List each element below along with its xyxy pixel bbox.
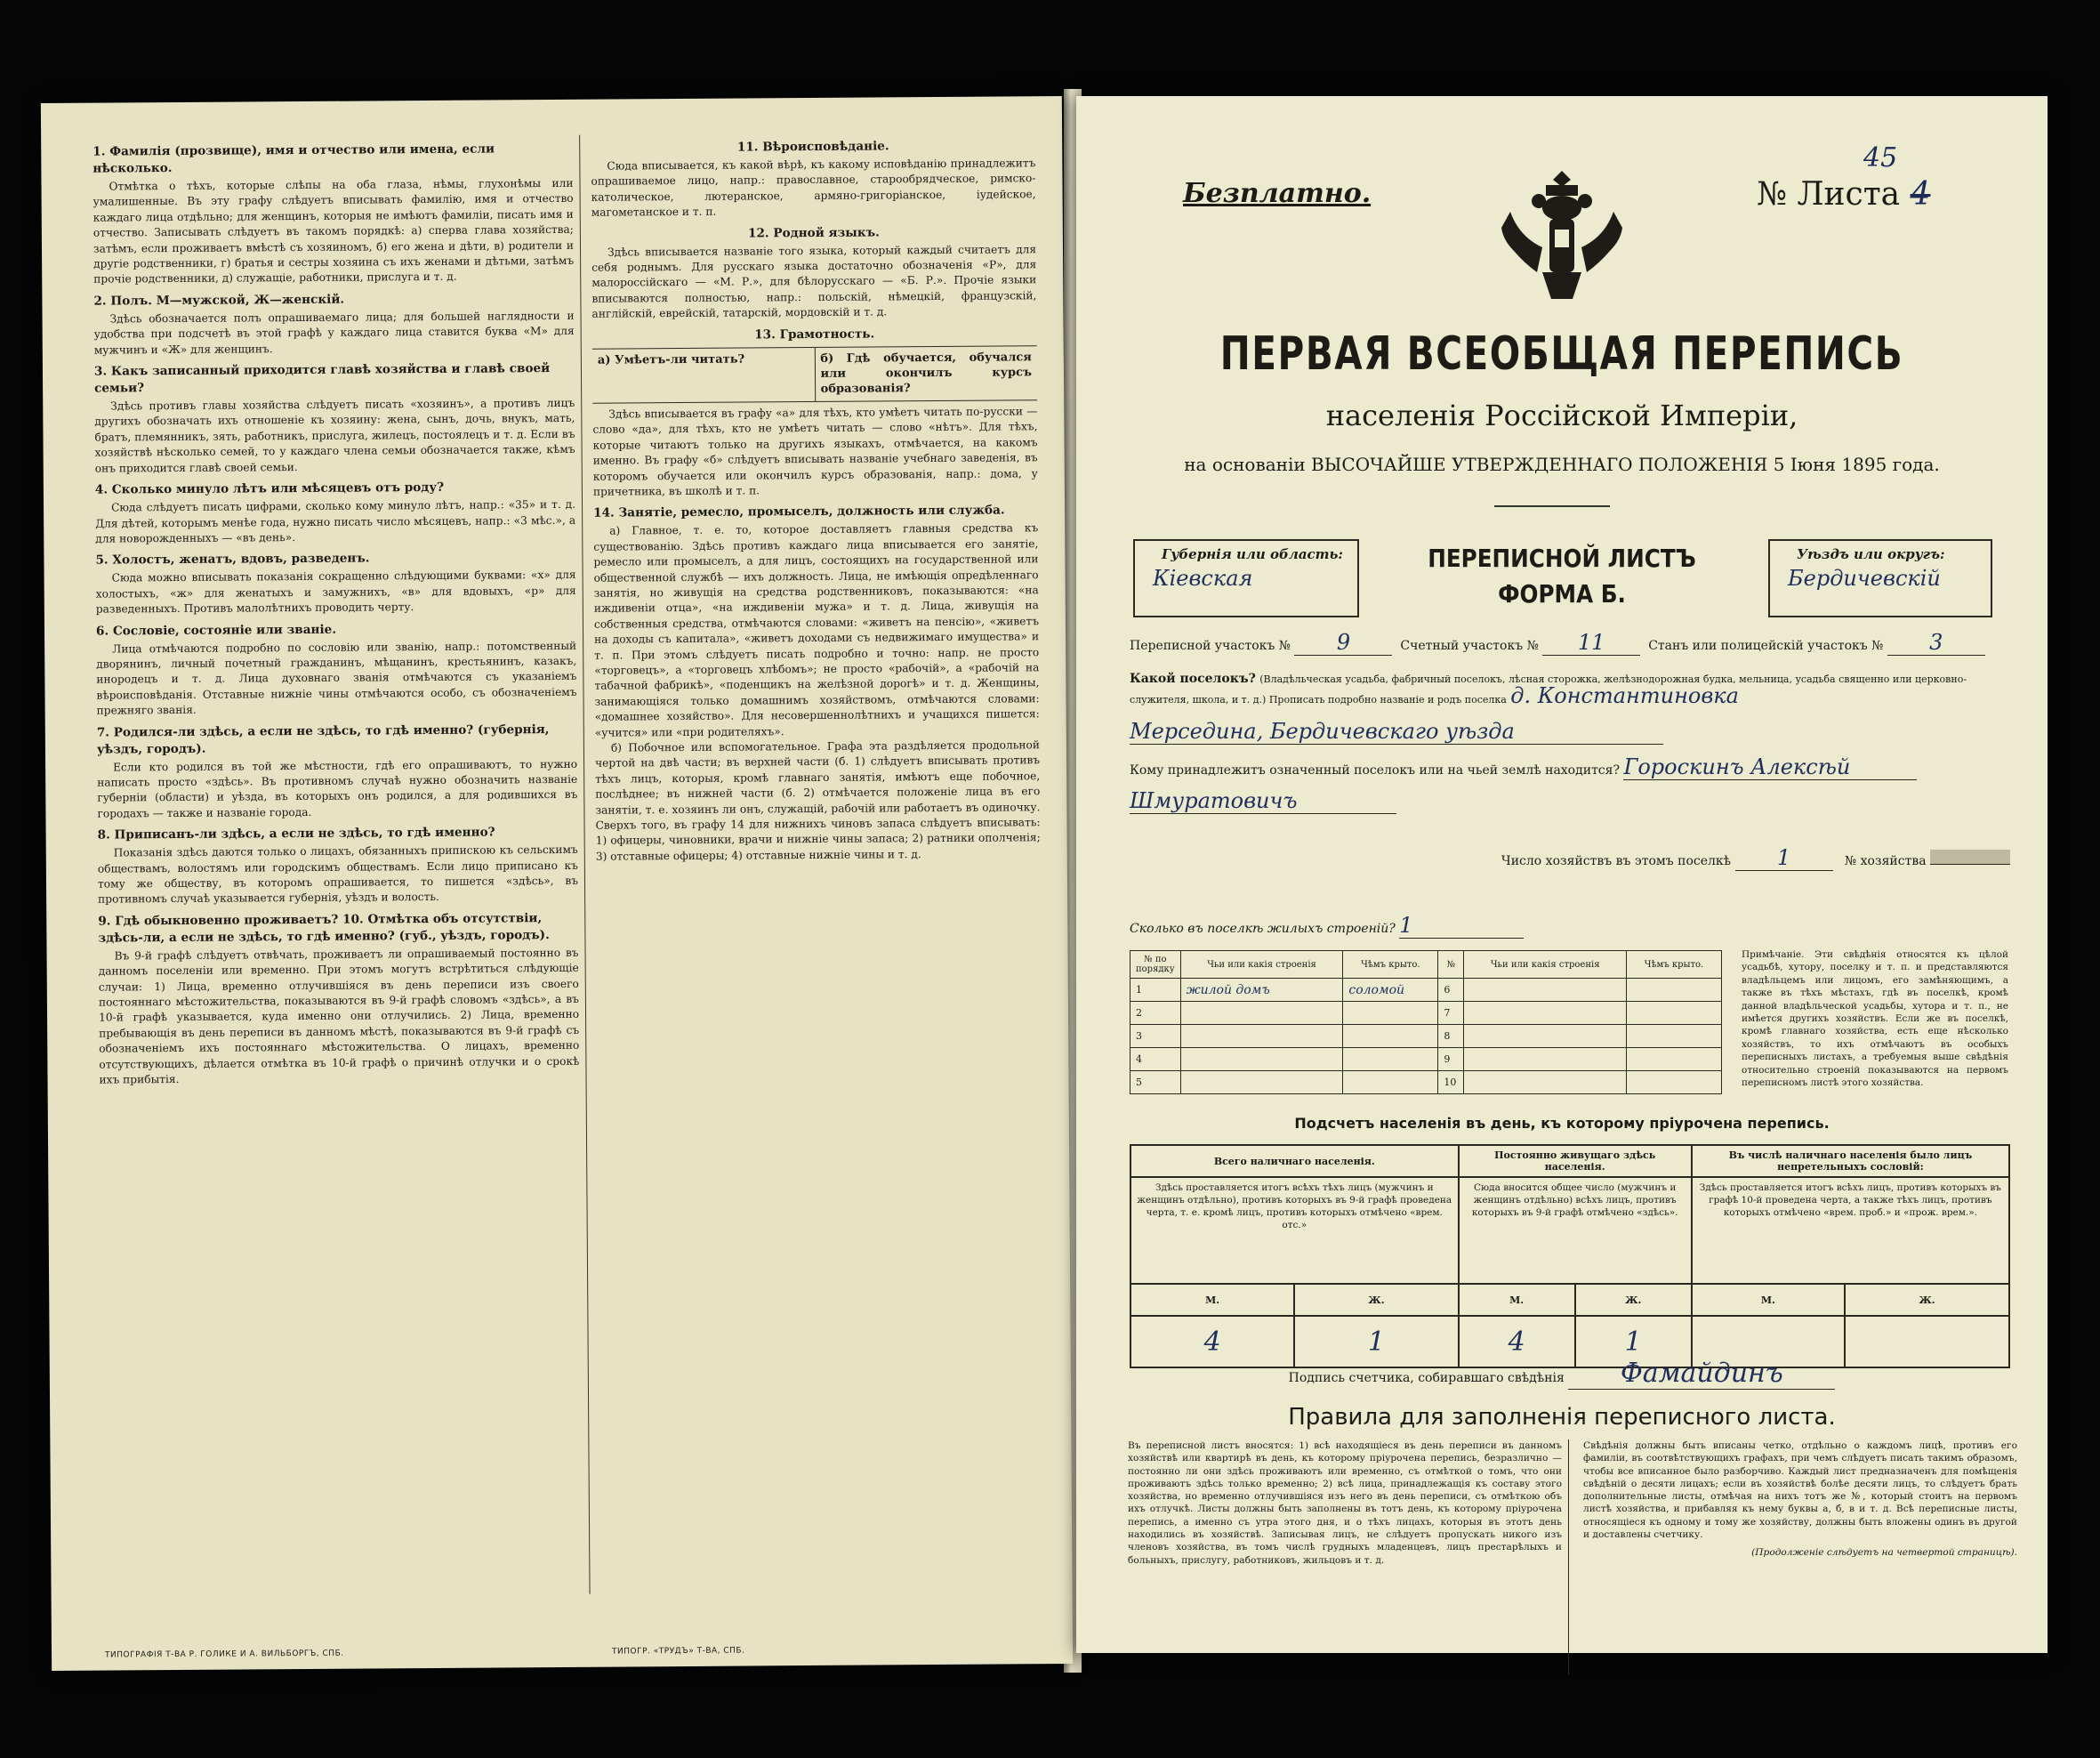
row-number: 5 [1130, 1071, 1181, 1094]
section-heading: 7. Родился-ли здѣсь, а если не здѣсь, то гдѣ именно? (губернія, уѣздъ, городъ). [96, 722, 550, 757]
row-number: 10 [1438, 1071, 1464, 1094]
buildings-label: Сколько въ поселкѣ жилыхъ строеній? [1130, 922, 1396, 936]
section-text: Здѣсь вписывается названіе того языка, который каждый считаетъ для себя роднымъ. Для русскаго языка достаточно обозначенія «Р», для малороссійскаго — «М. Р.», для бѣлорусскаго — «Б. Р.». Прочіе языки вписываются полностью, напр.: польскій, нѣмецкій, французскій, англійскій, еврейскій, татарскій, мордовскій и т. д. [591, 242, 1037, 320]
building-cell[interactable] [1464, 1002, 1627, 1025]
count-col-description: Здѣсь проставляется итогъ всѣхъ тѣхъ лицъ (мужчинъ и женщинъ отдѣльно), противъ которыхъ въ 9-й графѣ проведена черта, т. е. кромѣ лицъ, противъ которыхъ отмѣчено «врем. отс.» [1130, 1177, 1459, 1284]
section-heading: 4. Сколько минуло лѣтъ или мѣсяцевъ отъ роду? [94, 480, 445, 497]
count-header-row [1130, 1145, 2009, 1177]
col-header: № [1438, 951, 1464, 979]
row-number: 4 [1130, 1048, 1181, 1071]
roof-cell[interactable] [1627, 1048, 1722, 1071]
census-form-page [1076, 96, 2048, 1653]
settlement-row [1130, 671, 2010, 708]
section-text: Здѣсь обозначается полъ опрашиваемаго лица; для большей наглядности и удобства при подсчетѣ въ этой графѣ у каждаго лица ставится буква «М» для мужчинъ и «Ж» для женщинъ. [93, 309, 575, 357]
rules-text-right [1583, 1439, 2017, 1560]
male-header: М. [1130, 1284, 1294, 1316]
section-text: Сюда вписывается, къ какой вѣрѣ, къ какому исповѣданію принадлежитъ опрашиваемое лицо, напр.: православное, старообрядческое, римско-католическое, лютеранское, армяно-григоріанское, іудейское, магометанское и т. п. [591, 157, 1036, 219]
row-number: 9 [1438, 1048, 1464, 1071]
roof-cell[interactable] [1627, 1071, 1722, 1094]
count-col-header: Въ числѣ наличнаго населенія было лицъ непретельныхъ сословій: [1692, 1145, 2009, 1177]
form-title-line1: ПЕРЕПИСНОЙ ЛИСТЪ [1428, 544, 1696, 573]
table-row [1130, 1002, 1722, 1025]
count-col-header: Постоянно живущаго здѣсь населенія. [1459, 1145, 1692, 1177]
building-cell[interactable] [1464, 1025, 1627, 1048]
uezd-label: Уѣздъ или округъ: [1797, 546, 1945, 562]
section-text: б) Побочное или вспомогательное. Графа эта раздѣляется продольной чертой на двѣ части; въ верхней части (б. 1) слѣдуетъ вписывать противъ тѣхъ лицъ, которыя, кромѣ главнаго занятія, имѣютъ еще побочное, послѣднее; въ нижней части (б. 2) отмѣчается положеніе лица въ его занятіи, т. е. хозяинъ ли онъ, служащій, рабочій или работаетъ въ одиночку. Сверхъ того, въ графу 14 для нижнихъ чиновъ запаса слѣдуетъ вписывать: 1) офицеры, чиновники, врачи и нижніе чины запаса; 2) ратники ополченія; 3) отставные офицеры; 4) отставные нижніе чины и т. д. [595, 738, 1041, 863]
population-count-title: Подсчетъ населенія въ день, къ которому пріурочена перепись. [1294, 1115, 1830, 1132]
section-heading: 3. Какъ записанный приходится главѣ хозяйства и главѣ своей семьи? [93, 361, 551, 396]
building-cell[interactable] [1464, 979, 1627, 1002]
gubernia-field[interactable]: Кіевская [1153, 566, 1253, 591]
settlement-field-2[interactable]: Мерседина, Бердичевскаго уѣзда [1130, 719, 1663, 745]
buildings-field[interactable]: 1 [1399, 913, 1524, 939]
rules-continued-note: (Продолженіе слѣдуетъ на четвертой страницѣ). [1751, 1547, 2017, 1559]
households-field[interactable]: 1 [1735, 845, 1833, 871]
rules-divider [1568, 1439, 1569, 1675]
page-title: ПЕРВАЯ ВСЕОБЩАЯ ПЕРЕПИСЬ [1219, 327, 1904, 381]
building-cell[interactable] [1180, 1048, 1343, 1071]
female-header: Ж. [1845, 1284, 2009, 1316]
male-header: М. [1692, 1284, 1845, 1316]
building-cell[interactable] [1180, 1002, 1343, 1025]
section-heading: 11. Вѣроисповѣданіе. [736, 139, 889, 155]
section-heading: 2. Полъ. М—мужской, Ж—женскій. [93, 292, 345, 309]
building-cell[interactable]: жилой домъ [1180, 979, 1343, 1002]
rules-text-right-body: Свѣдѣнія должны быть вписаны четко, отдѣльно о каждомъ лицѣ, противъ его фамиліи, въ соотвѣтствующихъ графахъ, при чемъ слѣдуетъ писать такимъ образомъ, чтобы все вписанное было разборчиво. Каждый лист предназначенъ для помѣщенія свѣдѣній о десяти лицахъ; если въ хозяйствѣ болѣе десяти лицъ, то слѣдуетъ брать дополнительные листы, отмѣчая на нихъ тотъ же №, который стоитъ на первомъ листѣ хозяйства, и прибавляя къ нему буквы а, б, в и т. д. Всѣ переписные листы, относящіеся къ одному и тому же хозяйству, должны быть вложены одинъ въ другой и доставлены счетчику. [1583, 1440, 2017, 1541]
present-female-field[interactable]: 1 [1294, 1316, 1458, 1367]
row-number: 1 [1130, 979, 1181, 1002]
table-row [1130, 1025, 1722, 1048]
section-text: Лица отмѣчаются подробно по сословію или званію, напр.: потомственный дворянинъ, личный почетный гражданинъ, мѣщанинъ, крестьянинъ, казакъ, инородецъ и т. д. Лица духовнаго званія отмѣчаются съ указаніемъ вѣроисповѣданія. Отставные нижніе чины отмѣчаются особо, съ обозначеніемъ прежняго званія. [96, 639, 577, 717]
section-text: Сюда слѣдуетъ писать цифрами, сколько кому минуло лѣтъ, напр.: «35» и т. д. Для дѣтей, которымъ менѣе года, нужно писать число мѣсяцевъ, напр.: «3 мѣс.», а для новорожденныхъ — «въ день». [95, 497, 576, 545]
household-number-field[interactable] [1930, 850, 2010, 865]
signature-field[interactable]: Фамайдинъ [1568, 1358, 1835, 1390]
stan-label: Станъ или полицейскій участокъ № [1648, 639, 1884, 653]
settlement-note: (Владѣльческая усадьба, фабричный поселокъ, лѣсная сторожка, желѣзнодорожная будка, мельница, усадьба священно или церковно-служителя, школа, и т. д.) Прописать подробно названіе и родъ поселка [1130, 673, 1967, 706]
table-row [1130, 979, 1722, 1002]
section-heading: 1. Фамилія (прозвище), имя и отчество или имена, если нѣсколько. [93, 141, 495, 176]
settlement-field-1[interactable]: д. Константиновка [1510, 683, 1739, 708]
building-cell[interactable] [1464, 1048, 1627, 1071]
section-text: Здѣсь противъ главы хозяйства слѣдуетъ писать «хозяинъ», а противъ лицъ другихъ обозначать ихъ отношеніе къ хозяину: жена, сынъ, дочь, внукъ, мать, братъ, племянникъ, зять, работникъ, прислуга, жилецъ, постоялецъ и т. д. Если въ хозяйствѣ нѣсколько семей, то у каждаго члена семьи обозначается также, кѣмъ онъ приходится главѣ своей семьи. [94, 396, 575, 475]
literacy-subheadings [592, 345, 1037, 404]
buildings-table-header [1130, 951, 1722, 979]
row-number: 8 [1438, 1025, 1464, 1048]
building-cell[interactable] [1464, 1071, 1627, 1094]
section-heading: 12. Родной языкъ. [747, 225, 880, 241]
rules-title: Правила для заполненія переписного листа. [1288, 1404, 1836, 1431]
section-heading: 14. Занятіе, ремесло, промыселъ, должность или служба. [593, 503, 1005, 521]
col-header: Чѣмъ крыто. [1627, 951, 1722, 979]
roof-cell[interactable]: соломой [1343, 979, 1438, 1002]
building-cell[interactable] [1180, 1071, 1343, 1094]
schet-field[interactable]: 11 [1542, 630, 1640, 656]
uezd-box [1768, 539, 1992, 617]
roof-cell[interactable] [1343, 1002, 1438, 1025]
buildings-note: Примѣчаніе. Эти свѣдѣнія относятся къ цѣлой усадьбѣ, хутору, поселку и т. п. и представляются владѣльцемъ или лицомъ, его замѣняющимъ, а также въ тѣхъ мѣстахъ, гдѣ въ поселкѣ, кромѣ данной владѣльческой усадьбы, хутора и т. п., не имѣется другихъ хозяйствъ. Если же въ поселкѣ, кромѣ главнаго хозяйства, есть еще нѣсколько хозяйствъ, то ихъ отмѣчаютъ въ особыхъ переписныхъ листахъ, а требуемыя выше свѣдѣнія относительно строеній показываются на первомъ переписномъ листѣ этого хозяйства. [1742, 949, 2008, 1089]
roof-cell[interactable] [1343, 1048, 1438, 1071]
section-text: а) Главное, т. е. то, которое доставляетъ главныя средства къ существованію. Здѣсь противъ каждаго лица вписывается его занятіе, ремесло или промыселъ, а для лицъ, состоящихъ на государственной или общественной службѣ — ихъ должность. Лица, не имѣющія опредѣленнаго занятія, но живущія на средства родственниковъ, показываются: «на иждивеніи отца», «на иждивеніи мужа» и т. д. Лица, живущія на собственныя средства, отмѣчаются словами: «живетъ на пенсію», «живетъ на доходы съ капитала», «живетъ доходами съ недвижимаго имущества» и т. п. При этомъ слѣдуетъ писать подробно и точно: напр. не просто «торговецъ», а «торговецъ хлѣбомъ»; не просто «рабочій», а «рабочій на табачной фабрикѣ», «поденщикъ на желѣзной дорогѣ» и т. д. Женщины, занимающіяся только домашнимъ хозяйствомъ, отмѣчаются словами: «домашнее хозяйство». Для несовершеннолѣтнихъ и учащихся пишется: «учится» или «при родителяхъ». [593, 521, 1040, 739]
settlement-label: Какой поселокъ? [1130, 672, 1256, 686]
district-row [1130, 630, 2010, 656]
col-header: Чѣмъ крыто. [1343, 951, 1438, 979]
page-subtitle: населенія Россійской Имперіи, [1325, 399, 1798, 432]
section-heading: 13. Грамотность. [754, 327, 875, 343]
roof-cell[interactable] [1627, 1025, 1722, 1048]
buildings-row [1130, 913, 2010, 939]
section-text: Сюда можно вписывать показанія сокращенно слѣдующими буквами: «х» для холостыхъ, «ж» для женатыхъ и замужнихъ, «в» для вдовыхъ, «р» для разведенныхъ. Противъ малолѣтнихъ проводить черту. [95, 569, 576, 616]
settlement-row-2 [1130, 719, 2010, 745]
left-column-1 [93, 135, 583, 1598]
owner-label: Кому принадлежитъ означенный поселокъ или на чьей землѣ находится? [1130, 763, 1620, 778]
male-header: М. [1459, 1284, 1575, 1316]
section-heading: 6. Сословіе, состояніе или званіе. [95, 622, 337, 639]
table-row [1130, 1048, 1722, 1071]
roof-cell[interactable] [1627, 979, 1722, 1002]
resident-female-field[interactable]: 1 [1575, 1316, 1692, 1367]
count-col-header: Всего наличнаго населенія. [1130, 1145, 1459, 1177]
section-text: Въ 9-й графѣ слѣдуетъ отвѣчать, проживаетъ ли опрашиваемый постоянно въ данномъ поселеніи или временно. При этомъ могутъ встрѣтиться слѣдующіе случаи: 1) Лица, временно отлучившіяся въ день переписи изъ своего постояннаго мѣстожительства, показываются въ 9-й графѣ словомъ «здѣсь», а въ 10-й графѣ указывается, куда именно они отлучились. 2) Лица, временно пребывающія въ день переписи въ данномъ мѣстѣ, показываются въ 9-й графѣ съ обозначеніемъ ихъ постояннаго мѣстожительства. О лицахъ, временно отсутствующихъ, дѣлается отмѣтка въ 10-й графѣ о причинѣ отлучки и о срокѣ ихъ прибытія. [98, 946, 580, 1086]
building-cell[interactable] [1180, 1025, 1343, 1048]
row-number: 7 [1438, 1002, 1464, 1025]
roof-cell[interactable] [1627, 1002, 1722, 1025]
households-label: Число хозяйствъ въ этомъ поселкѣ [1501, 854, 1732, 868]
sheet-number-handwritten: 45 [1863, 142, 1898, 173]
legal-basis-line: на основаніи ВЫСОЧАЙШЕ УТВЕРЖДЕННАГО ПОЛОЖЕНІЯ 5 Іюня 1895 года. [1184, 454, 1940, 475]
section-text: Здѣсь вписывается въ графу «а» для тѣхъ, кто умѣетъ читать по-русски — слово «да», для тѣхъ, кто не умѣетъ читать — слово «нѣтъ». Для тѣхъ, которые читаютъ только на другихъ языкахъ, отмѣчается, на какомъ именно. Въ графу «б» слѣдуетъ вписывать названіе учебнаго заведенія, въ которомъ обучается или окончилъ курсъ образованія, напр.: дома, у причетника, въ школѣ и т. п. [592, 405, 1038, 498]
count-col-description: Здѣсь проставляется итогъ всѣхъ лицъ, противъ которыхъ въ графѣ 10-й проведена черта, а также тѣхъ лицъ, противъ которыхъ отмѣчено «врем. проб.» и «прож. врем.». [1692, 1177, 2009, 1284]
literacy-subheading: а) Умѣетъ-ли читать? [597, 352, 745, 367]
row-number: 6 [1438, 979, 1464, 1002]
owner-row-2 [1130, 788, 2010, 814]
printer-footer-right: ТИПОГР. «ТРУДЪ» Т-ВА, СПБ. [611, 1646, 745, 1657]
perepis-field[interactable]: 9 [1294, 630, 1392, 656]
owner-row [1130, 754, 2010, 780]
schet-label: Счетный участокъ № [1400, 639, 1539, 653]
perepis-label: Переписной участокъ № [1130, 639, 1291, 653]
section-heading: 8. Приписанъ-ли здѣсь, а если не здѣсь, то гдѣ именно? [97, 825, 495, 843]
left-page [41, 96, 1073, 1671]
sheet-number-struck: 4 [1910, 176, 1931, 213]
sheet-number-label: № Листа [1757, 176, 1901, 213]
female-header: Ж. [1575, 1284, 1692, 1316]
enumerator-signature-row [1076, 1358, 2048, 1390]
free-label: Безплатно. [1183, 178, 1372, 209]
resident-male-field[interactable]: 4 [1459, 1316, 1575, 1367]
roof-cell[interactable] [1343, 1071, 1438, 1094]
uezd-field[interactable]: Бердичевскій [1788, 566, 1941, 591]
section-heading: 9. Гдѣ обыкновенно проживаетъ? 10. Отмѣтка объ отсутствіи, здѣсь-ли, а если не здѣсь, то гдѣ именно? (губ., уѣздъ, городъ). [98, 910, 550, 946]
population-count-table [1130, 1144, 2010, 1368]
owner-field-1[interactable]: Гороскинъ Алексѣй [1623, 754, 1917, 780]
left-column-2 [591, 132, 1045, 1593]
gubernia-label: Губернія или область: [1162, 546, 1343, 562]
printer-footer-left: ТИПОГРАФІЯ Т-ВА Р. ГОЛИКЕ И А. ВИЛЬБОРГЪ, СПБ. [105, 1649, 344, 1660]
count-desc-row [1130, 1177, 2009, 1284]
buildings-table [1130, 950, 1722, 1094]
table-row [1130, 1071, 1722, 1094]
count-col-description: Сюда вносится общее число (мужчинъ и женщинъ отдѣльно) всѣхъ лицъ, противъ которыхъ въ 9-й графѣ отмѣчено «здѣсь». [1459, 1177, 1692, 1284]
rules-text-left: Въ переписной листъ вносятся: 1) всѣ находящіеся въ день переписи въ данномъ хозяйствѣ или квартирѣ въ день, къ которому пріурочена перепись, безразлично — постоянно ли они здѣсь проживаютъ или временно, съ отмѣткой о томъ, что они проживаютъ здѣсь только временно; 2) всѣ лица, принадлежащія къ составу этого хозяйства, но временно отлучившіяся изъ него въ день переписи, съ отмѣткою объ ихъ отлучкѣ. Листы должны быть заполнены въ тотъ день, къ которому пріурочена перепись, а именно съ утра этого дня, и о тѣхъ лицахъ, которыя въ этотъ день находились въ хозяйствѣ. Записывая лицъ, не слѣдуетъ пропускать никого изъ членовъ хозяйства, въ томъ числѣ грудныхъ младенцевъ, лицъ престарѣлыхъ и больныхъ, прислугу, работниковъ, жильцовъ и т. д. [1128, 1440, 1562, 1566]
section-text: Если кто родился въ той же мѣстности, гдѣ его опрашиваютъ, то нужно написать просто «здѣсь». Въ противномъ случаѣ нужно обозначить названіе губерніи (области) и уѣзда, въ которыхъ онъ родился, а для родившихся въ городахъ — также и названіе города. [97, 757, 578, 820]
col-header: № по порядку [1130, 951, 1181, 979]
imperial-eagle-emblem [1493, 165, 1631, 317]
roof-cell[interactable] [1343, 1025, 1438, 1048]
ornament-rule [1494, 505, 1610, 507]
household-number-label: № хозяйства [1844, 854, 1927, 868]
female-header: Ж. [1294, 1284, 1458, 1316]
col-header: Чьи или какія строенія [1464, 951, 1627, 979]
present-male-field[interactable]: 4 [1130, 1316, 1294, 1367]
section-heading: 5. Холостъ, женатъ, вдовъ, разведенъ. [95, 551, 370, 568]
literacy-subheading: б) Гдѣ обучается, обучался или окончилъ курсъ образованія? [814, 346, 1037, 401]
count-sex-row [1130, 1284, 2009, 1316]
row-number: 3 [1130, 1025, 1181, 1048]
form-title-line2: ФОРМА Б. [1498, 579, 1626, 609]
owner-field-2[interactable]: Шмуратовичъ [1130, 788, 1396, 814]
col-header: Чьи или какія строенія [1180, 951, 1343, 979]
sheet-number [1757, 142, 1931, 213]
stan-field[interactable]: 3 [1887, 630, 1985, 656]
households-row [1130, 845, 2010, 871]
signature-label: Подпись счетчика, собиравшаго свѣдѣнія [1288, 1371, 1565, 1385]
section-text: Показанія здѣсь даются только о лицахъ, обязанныхъ припискою къ сельскимъ обществамъ, волостямъ или городскимъ обществамъ. Если лицо приписано къ тому же обществу, въ которомъ опрашивается, то пишется «здѣсь», въ противномъ случаѣ указывается губернія, уѣздъ и волость. [97, 843, 579, 907]
row-number: 2 [1130, 1002, 1181, 1025]
section-text: Отмѣтка о тѣхъ, которые слѣпы на оба глаза, нѣмы, глухонѣмы или умалишенные. Въ эту графу слѣдуетъ вписывать фамилію, имя и отчество каждаго лица отдѣльно; для женщинъ, которыя не имѣютъ фамиліи, писать имя и отчество. Записывать слѣдуетъ въ такомъ порядкѣ: а) сперва глава хозяйства; затѣмъ, если проживаетъ вмѣстѣ съ хозяиномъ, б) его жена и дѣти, в) родители и другіе родственники, г) братья и сестры хозяина съ ихъ женами и дѣтьми, затѣмъ прочіе родственники, д) служащіе, работники, прислуга и т. д. [93, 176, 575, 286]
